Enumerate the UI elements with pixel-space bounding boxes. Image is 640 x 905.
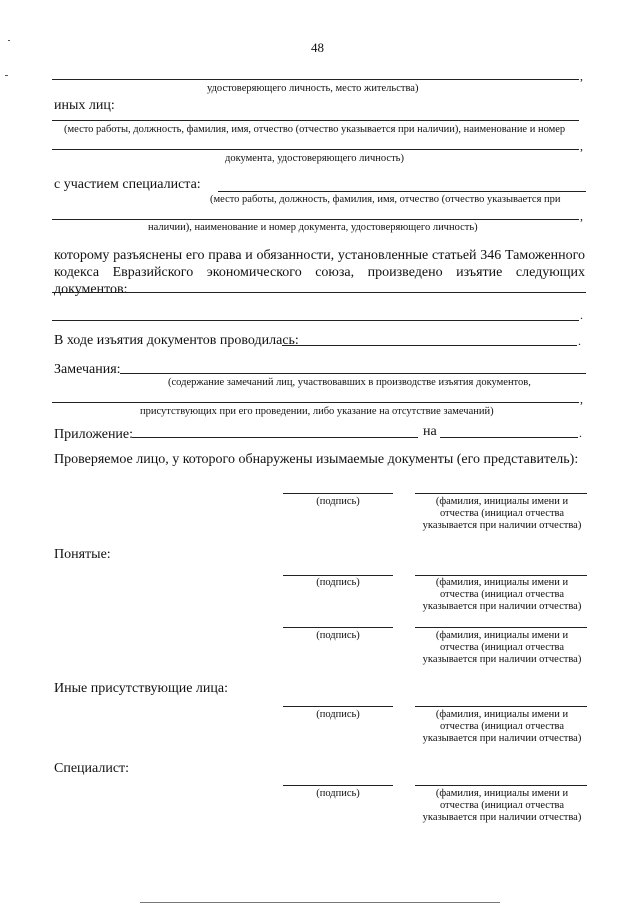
scan-mark xyxy=(8,40,10,41)
name-caption-2: отчества (инициал отчества xyxy=(439,721,565,732)
label-with-specialist: с участием специалиста: xyxy=(54,177,201,192)
scan-mark xyxy=(140,902,500,903)
name-caption-1: (фамилия, инициалы имени и xyxy=(435,630,569,641)
label-on: на xyxy=(423,424,437,439)
label-specialist: Специалист: xyxy=(54,761,130,776)
signature-caption: (подпись) xyxy=(316,709,360,720)
caption-workplace-line2: документа, удостоверяющего личность) xyxy=(225,153,404,164)
name-caption-2: отчества (инициал отчества xyxy=(439,800,565,811)
label-attachment: Приложение: xyxy=(54,427,134,442)
caption-specialist-line2: наличии), наименование и номер документа, удостоверяющего личность) xyxy=(148,222,478,233)
documents-line-2[interactable] xyxy=(52,320,579,321)
fill-line[interactable] xyxy=(52,120,579,121)
attachment-pages-line[interactable] xyxy=(440,437,578,438)
period: . xyxy=(578,334,581,348)
name-line[interactable] xyxy=(415,706,587,707)
name-line[interactable] xyxy=(415,785,587,786)
name-caption-1: (фамилия, инициалы имени и xyxy=(435,496,569,507)
name-caption-3: указывается при наличии отчества) xyxy=(422,812,582,823)
signature-caption: (подпись) xyxy=(316,788,360,799)
remarks-line-2[interactable] xyxy=(52,402,579,403)
label-other-persons: иных лиц: xyxy=(54,98,115,113)
comma: , xyxy=(580,139,583,153)
signature-caption: (подпись) xyxy=(316,577,360,588)
caption-specialist-line1: (место работы, должность, фамилия, имя, отчество (отчество указывается при xyxy=(210,194,561,205)
caption-remarks-line2: присутствующих при его проведении, либо указание на отсутствие замечаний) xyxy=(140,406,494,417)
name-caption-3: указывается при наличии отчества) xyxy=(422,654,582,665)
label-other-present: Иные присутствующие лица: xyxy=(54,681,229,696)
specialist-input-line[interactable] xyxy=(218,191,586,192)
signature-line[interactable] xyxy=(283,785,393,786)
fill-line[interactable] xyxy=(52,219,579,220)
signature-caption: (подпись) xyxy=(316,630,360,641)
name-caption-3: указывается при наличии отчества) xyxy=(422,520,582,531)
comma: , xyxy=(580,209,583,223)
caption-remarks-line1: (содержание замечаний лиц, участвовавших в производстве изъятия документов, xyxy=(168,377,531,388)
name-line[interactable] xyxy=(415,627,587,628)
remarks-line-1[interactable] xyxy=(120,373,586,374)
signature-caption: (подпись) xyxy=(316,496,360,507)
period: . xyxy=(580,308,583,322)
during-seizure-line[interactable] xyxy=(282,345,577,346)
documents-line-1[interactable] xyxy=(52,292,586,293)
comma: , xyxy=(580,392,583,406)
rights-paragraph xyxy=(54,247,585,298)
name-caption-3: указывается при наличии отчества) xyxy=(422,601,582,612)
label-witnesses: Понятые: xyxy=(54,547,111,562)
comma: , xyxy=(580,69,583,83)
period: . xyxy=(579,426,582,440)
signature-line[interactable] xyxy=(283,493,393,494)
rights-paragraph-text: которому разъяснены его права и обязанности, установленные статьей 346 Таможенного кодекса Евразийского экономического союза, произведено изъятие следующих документов: xyxy=(54,248,585,297)
caption-workplace-line1: (место работы, должность, фамилия, имя, отчество (отчество указывается при наличии), наименование и номер xyxy=(64,124,566,135)
name-caption-2: отчества (инициал отчества xyxy=(439,508,565,519)
label-during-seizure: В ходе изъятия документов проводилась: xyxy=(54,333,299,348)
name-caption-3: указывается при наличии отчества) xyxy=(422,733,582,744)
name-caption-2: отчества (инициал отчества xyxy=(439,589,565,600)
name-caption-2: отчества (инициал отчества xyxy=(439,642,565,653)
attachment-line[interactable] xyxy=(132,437,418,438)
signature-line[interactable] xyxy=(283,706,393,707)
name-caption-1: (фамилия, инициалы имени и xyxy=(435,709,569,720)
fill-line[interactable] xyxy=(52,79,579,80)
scan-mark xyxy=(5,75,8,76)
name-line[interactable] xyxy=(415,493,587,494)
label-remarks: Замечания: xyxy=(54,362,121,377)
name-line[interactable] xyxy=(415,575,587,576)
label-inspected-person: Проверяемое лицо, у которого обнаружены изымаемые документы (его представитель): xyxy=(54,452,579,467)
name-caption-1: (фамилия, инициалы имени и xyxy=(435,577,569,588)
name-caption-1: (фамилия, инициалы имени и xyxy=(435,788,569,799)
fill-line[interactable] xyxy=(52,149,579,150)
signature-line[interactable] xyxy=(283,575,393,576)
caption-identity-residence: удостоверяющего личность, место жительства) xyxy=(207,83,419,94)
signature-line[interactable] xyxy=(283,627,393,628)
page-number: 48 xyxy=(311,40,324,55)
